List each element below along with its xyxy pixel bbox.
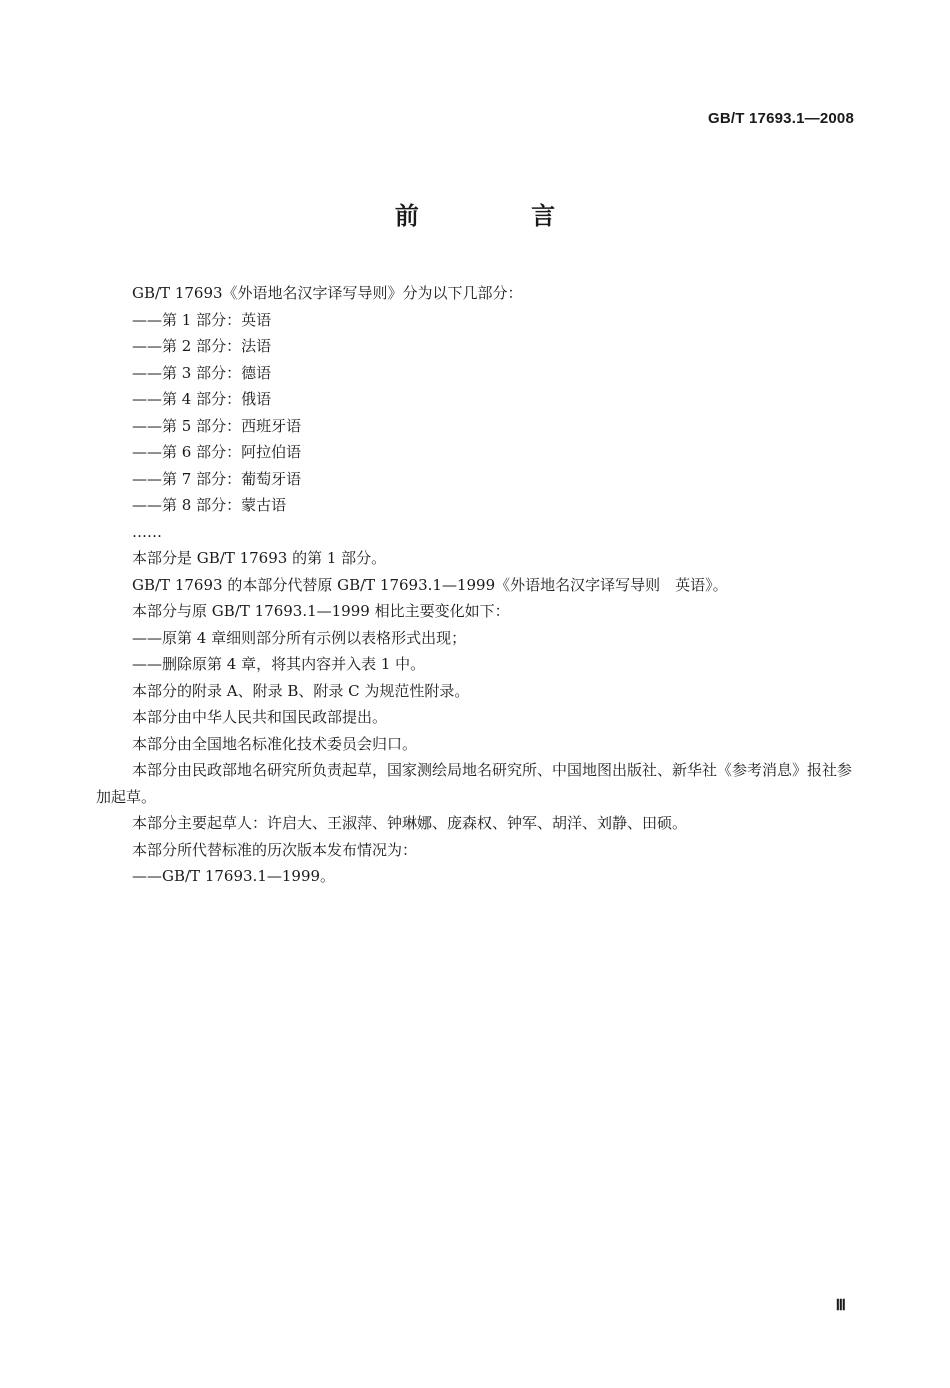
paragraph-previous-editions: 本部分所代替标准的历次版本发布情况为：	[132, 840, 418, 859]
paragraph-annexes: 本部分的附录 A、附录 B、附录 C 为规范性附录。	[132, 681, 470, 700]
paragraph-drafted-by: 本部分由民政部地名研究所负责起草，国家测绘局地名研究所、中国地图出版社、新华社《参考消息》报社参加起草。	[96, 761, 853, 806]
list-item-part-1: ——第 1 部分：英语	[132, 310, 272, 329]
list-item-part-2: ——第 2 部分：法语	[132, 337, 272, 355]
paragraph-proposed-by: 本部分由中华人民共和国民政部提出。	[132, 708, 388, 726]
list-item-part-6: ——第 6 部分：阿拉伯语	[132, 443, 302, 461]
paragraph-intro: GB/T 17693《外语地名汉字译写导则》分为以下几部分：	[132, 284, 523, 302]
list-item-part-7: ——第 7 部分：葡萄牙语	[132, 469, 302, 488]
foreword-body	[96, 280, 856, 890]
list-item-part-3: ——第 3 部分：德语	[132, 363, 272, 382]
paragraph-centralized-by: 本部分由全国地名标准化技术委员会归口。	[132, 734, 418, 753]
list-ellipsis: ……	[132, 522, 162, 541]
page-title: 前 言	[394, 202, 608, 230]
paragraph-part-number: 本部分是 GB/T 17693 的第 1 部分。	[132, 549, 387, 567]
list-item-part-5: ——第 5 部分：西班牙语	[132, 416, 302, 435]
previous-edition-item: ——GB/T 17693.1—1999。	[132, 867, 336, 885]
change-item-1: ——原第 4 章细则部分所有示例以表格形式出现；	[132, 628, 467, 647]
paragraph-changes: 本部分与原 GB/T 17693.1—1999 相比主要变化如下：	[132, 602, 510, 620]
list-item-part-4: ——第 4 部分：俄语	[132, 390, 272, 408]
standard-identifier: GB/T 17693.1—2008	[708, 110, 854, 127]
page-number: Ⅲ	[835, 1298, 846, 1314]
change-item-2: ——删除原第 4 章，将其内容并入表 1 中。	[132, 655, 426, 673]
list-item-part-8: ——第 8 部分：蒙古语	[132, 496, 287, 514]
paragraph-replaces: GB/T 17693 的本部分代替原 GB/T 17693.1—1999《外语地名汉字译写导则 英语》。	[132, 575, 728, 594]
paragraph-drafters: 本部分主要起草人：许启大、王淑萍、钟琳娜、庞森权、钟军、胡洋、刘静、田硕。	[132, 814, 688, 832]
